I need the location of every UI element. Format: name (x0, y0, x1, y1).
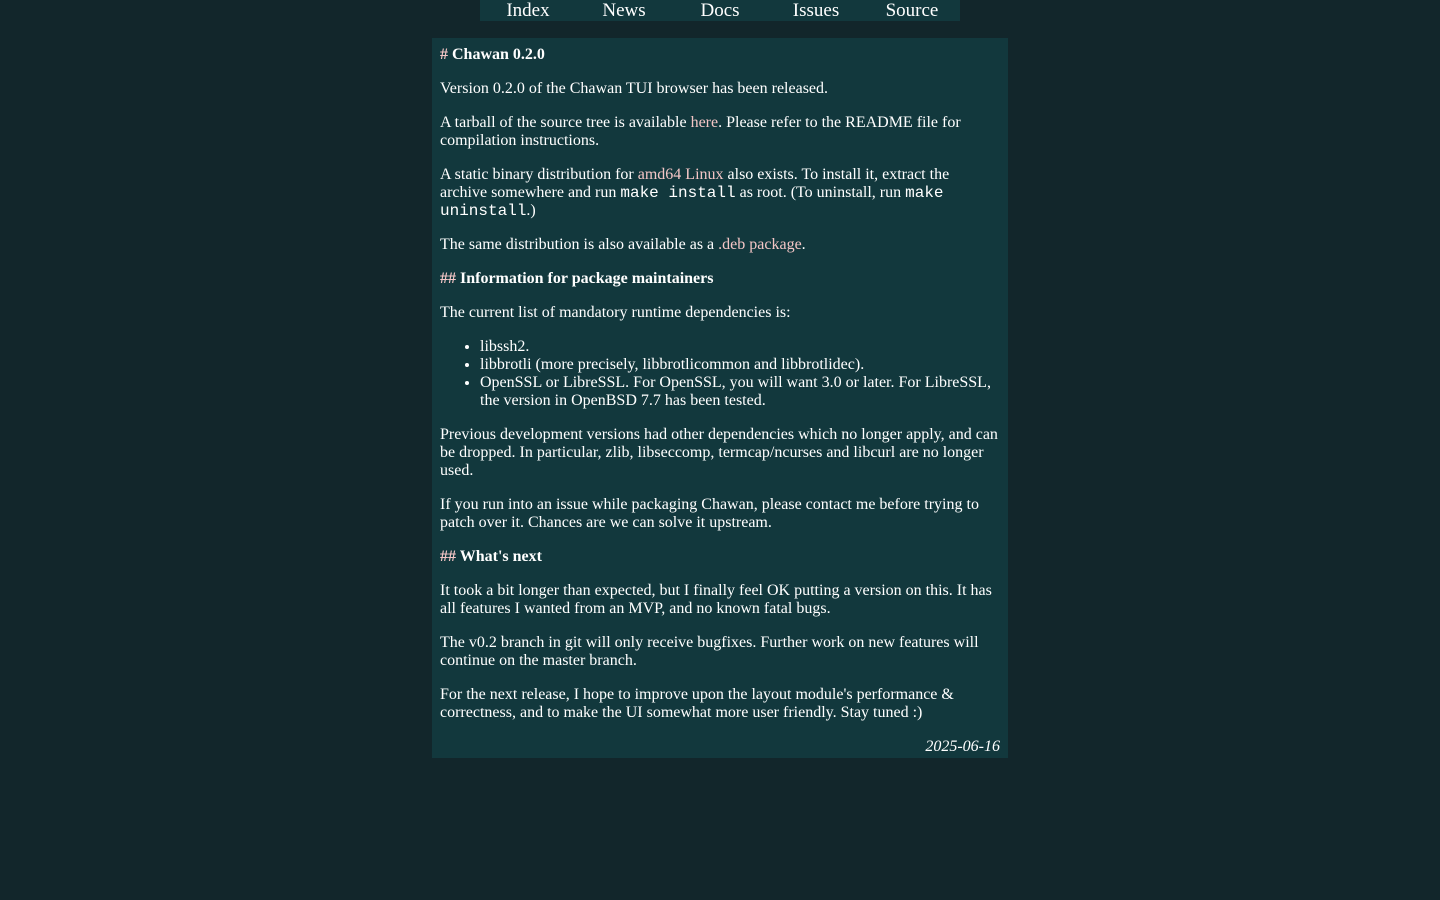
text-fragment: also exists. To install it, extract the archive somewhere and run (440, 166, 950, 201)
nav-source-link[interactable]: Source (885, 0, 939, 21)
article-title-text: Chawan 0.2.0 (452, 46, 545, 63)
text-fragment: . Please refer to the README file for compilation instructions. (440, 114, 961, 149)
nav-docs-link[interactable]: Docs (700, 0, 740, 21)
list-item: • libbrotli (more precisely, libbrotlicommon and libbrotlidec). (480, 356, 1000, 374)
packaging-contact-paragraph: If you run into an issue while packaging Chawan, please contact me before trying to patch over it. Chances are we can solve it upstream. (440, 496, 979, 531)
text-fragment: as root. (To uninstall, run (735, 184, 906, 201)
heading-hash: # (440, 46, 448, 63)
maintainers-heading (440, 270, 1000, 288)
mvp-paragraph: It took a bit longer than expected, but I finally feel OK putting a version on this. It has all features I wanted from an MVP, and no known fatal bugs. (440, 582, 992, 617)
top-navigation (480, 0, 960, 21)
dependencies-intro: The current list of mandatory runtime dependencies is: (440, 304, 791, 321)
branch-paragraph: The v0.2 branch in git will only receive bugfixes. Further work on new features will continue on the master branch. (440, 634, 979, 669)
text-fragment: A static binary distribution for (440, 166, 638, 183)
release-paragraph: Version 0.2.0 of the Chawan TUI browser has been released. (440, 80, 829, 97)
nav-issues-link[interactable]: Issues (792, 0, 840, 21)
binary-paragraph (440, 166, 1000, 220)
next-release-paragraph: For the next release, I hope to improve upon the layout module's performance & correctness, and to make the UI somewhat more user friendly. Stay tuned :) (440, 686, 954, 721)
heading-hash: ## (440, 270, 456, 287)
deb-paragraph (440, 236, 1000, 254)
heading-hash: ## (440, 548, 456, 565)
post-date: 2025-06-16 (925, 738, 1000, 755)
tarball-paragraph (440, 114, 1000, 150)
previous-deps-paragraph: Previous development versions had other dependencies which no longer apply, and can be dropped. In particular, zlib, libseccomp, termcap/ncurses and libcurl are no longer used. (440, 426, 998, 479)
install-command: make install (620, 184, 736, 202)
whats-next-heading (440, 548, 1000, 566)
dependency-list (440, 338, 1000, 410)
news-article (432, 38, 1008, 758)
list-item: • libssh2. (480, 338, 1000, 356)
text-fragment: The same distribution is also available as a (440, 236, 719, 253)
whats-next-heading-text: What's next (459, 548, 542, 565)
text-fragment: .) (526, 202, 536, 219)
text-fragment: . (801, 236, 806, 253)
uninstall-command: make uninstall (440, 184, 944, 220)
maintainers-heading-text: Information for package maintainers (460, 270, 714, 287)
nav-news-link[interactable]: News (602, 0, 646, 21)
nav-index-link[interactable]: Index (506, 0, 550, 21)
list-item: • OpenSSL or LibreSSL. For OpenSSL, you will want 3.0 or later. For LibreSSL, the version in OpenBSD 7.7 has been tested. (480, 374, 1000, 410)
deb-package-link[interactable]: .deb package (718, 236, 802, 253)
tarball-link[interactable]: here (690, 114, 719, 131)
amd64-linux-link[interactable]: amd64 Linux (637, 166, 724, 183)
text-fragment: A tarball of the source tree is available (440, 114, 691, 131)
article-title (440, 46, 1000, 64)
